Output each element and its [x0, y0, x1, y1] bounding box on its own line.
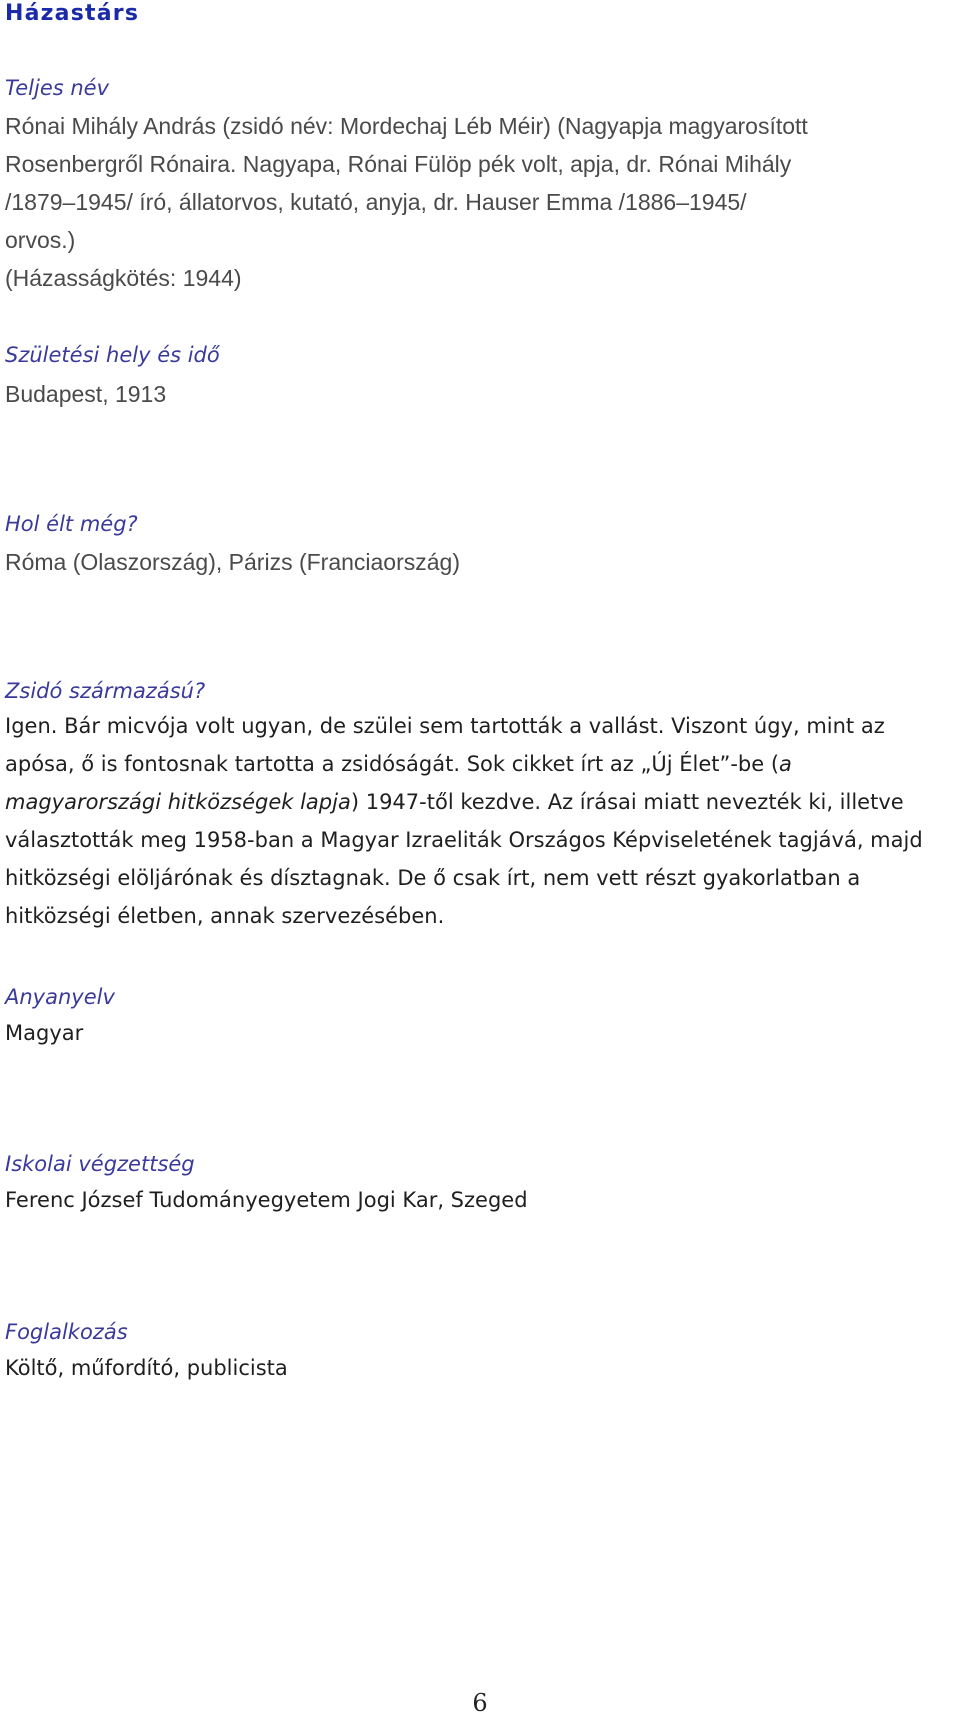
jewish-text-part-3: ) 1947-től kezdve. Az írásai miatt nevezték ki, illetve választották meg 1958-ban a Magyar Izraeliták Országos Képviseletének tagjává, majd hitközségi elöljárónak és dísztagnak. De ő csak írt, nem vett részt gyakorlatban a hitközségi életben, annak szervezésében.	[5, 790, 923, 928]
mother-tongue-label: Anyanyelv	[5, 985, 115, 1009]
occupation-value: Költő, műfordító, publicista	[5, 1356, 288, 1380]
full-name-line-2: Rosenbergről Rónaira. Nagyapa, Rónai Fülöp pék volt, apja, dr. Rónai Mihály	[5, 151, 792, 177]
full-name-line-1: Rónai Mihály András (zsidó név: Mordechaj Léb Méir) (Nagyapja magyarosított	[5, 113, 808, 139]
occupation-label: Foglalkozás	[5, 1320, 128, 1344]
education-value: Ferenc József Tudományegyetem Jogi Kar, Szeged	[5, 1188, 528, 1212]
section-header: Házastárs	[5, 1, 140, 26]
birth-label: Születési hely és idő	[5, 343, 220, 367]
jewish-label: Zsidó származású?	[5, 679, 206, 703]
jewish-text-part-1: Igen. Bár micvója volt ugyan, de szülei sem tartották a vallást. Viszont úgy, mint az apósa, ő is fontosnak tartotta a zsidóságát. Sok cikket írt az „Új Élet”-be (	[5, 714, 885, 776]
mother-tongue-value: Magyar	[5, 1021, 84, 1045]
page-number: 6	[472, 1689, 488, 1717]
full-name-line-3: /1879–1945/ író, állatorvos, kutató, anyja, dr. Hauser Emma /1886–1945/	[5, 189, 747, 215]
jewish-paragraph	[5, 707, 950, 935]
full-name-label: Teljes név	[5, 76, 110, 100]
lived-label: Hol élt még?	[5, 512, 138, 536]
marriage-date: (Házasságkötés: 1944)	[5, 265, 242, 291]
lived-value: Róma (Olaszország), Párizs (Franciaország)	[5, 549, 461, 575]
jewish-text-italic: a magyarországi hitközségek lapja	[5, 752, 792, 814]
full-name-line-4: orvos.)	[5, 227, 76, 253]
birth-value: Budapest, 1913	[5, 381, 167, 407]
education-label: Iskolai végzettség	[5, 1152, 195, 1176]
